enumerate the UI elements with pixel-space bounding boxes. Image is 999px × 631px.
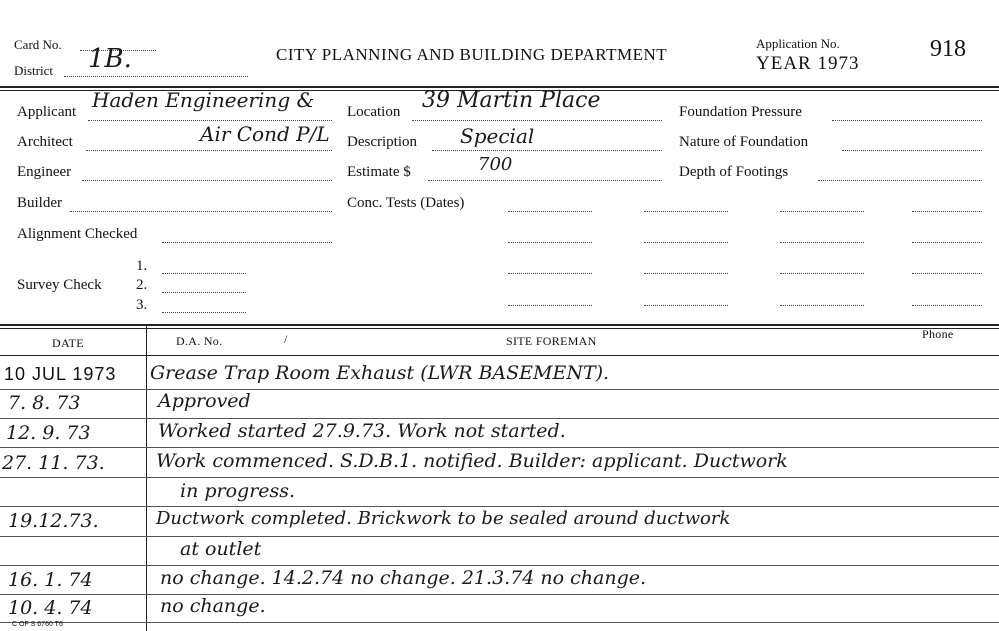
da-slash: / (284, 332, 288, 346)
conc-line-3b (644, 273, 728, 274)
row-line-5 (0, 506, 999, 507)
survey-3-line (162, 312, 246, 313)
date-column-header: DATE (52, 336, 84, 350)
conc-line-1d (912, 211, 982, 212)
architect-line (86, 150, 332, 151)
district-value: 1B. (88, 44, 132, 74)
foundation-pressure-label: Foundation Pressure (679, 104, 802, 120)
entry-date: 19.12.73. (8, 510, 99, 532)
district-line (64, 76, 248, 77)
entry-text: Ductwork completed. Brickwork to be sealed around ductwork (156, 508, 731, 529)
conc-line-2d (912, 242, 982, 243)
estimate-line (428, 180, 662, 181)
entry-date: 10 JUL 1973 (4, 364, 117, 384)
entry-date: 10. 4. 74 (8, 597, 93, 619)
applicant-value-2: Air Cond P/L (200, 122, 330, 146)
description-value: Special (460, 124, 535, 148)
row-line-9 (0, 622, 999, 623)
row-line-8 (0, 594, 999, 595)
da-column-header: D.A. No. (176, 334, 223, 348)
survey-3: 3. (136, 297, 148, 313)
site-foreman-header: SITE FOREMAN (506, 334, 597, 348)
depth-footings-line (818, 180, 982, 181)
entry-date: 27. 11. 73. (2, 452, 105, 474)
nature-foundation-label: Nature of Foundation (679, 134, 809, 150)
alignment-label: Alignment Checked (17, 226, 138, 242)
location-value: 39 Martin Place (422, 88, 601, 113)
conc-line-3d (912, 273, 982, 274)
conc-line-2c (780, 242, 864, 243)
entry-text: Grease Trap Room Exhaust (LWR BASEMENT). (150, 362, 610, 384)
entry-date: 16. 1. 74 (8, 569, 93, 591)
card-no-label: Card No. (14, 37, 62, 52)
form-code: C OF S 6760 T6 (12, 621, 63, 628)
conc-line-4b (644, 305, 728, 306)
survey-1-line (162, 273, 246, 274)
applicant-label: Applicant (17, 104, 77, 120)
builder-label: Builder (17, 195, 62, 211)
department-title: CITY PLANNING AND BUILDING DEPARTMENT (276, 45, 668, 64)
conc-line-4c (780, 305, 864, 306)
description-label: Description (347, 134, 417, 150)
conc-line-4d (912, 305, 982, 306)
conc-line-1b (644, 211, 728, 212)
entry-text: Approved (158, 390, 251, 412)
conc-line-2b (644, 242, 728, 243)
table-rule-2 (0, 328, 999, 329)
entry-text: Work commenced. S.D.B.1. notified. Builder: applicant. Ductwork (156, 450, 788, 472)
entry-text-continued: at outlet (180, 538, 262, 560)
row-line-6 (0, 536, 999, 537)
estimate-label: Estimate $ (347, 164, 411, 180)
row-line-1 (0, 389, 999, 390)
row-line-7 (0, 565, 999, 566)
conc-line-1a (508, 211, 592, 212)
entry-text-continued: in progress. (180, 480, 296, 502)
applicant-line (88, 120, 332, 121)
district-label: District (14, 63, 53, 78)
table-header-bottom (0, 355, 999, 356)
survey-2-line (162, 292, 246, 293)
survey-label: Survey Check (17, 277, 102, 293)
architect-label: Architect (17, 134, 73, 150)
conc-line-3c (780, 273, 864, 274)
conc-line-1c (780, 211, 864, 212)
phone-header: Phone (922, 327, 954, 341)
estimate-value: 700 (478, 154, 513, 175)
conc-line-3a (508, 273, 592, 274)
applicant-value-1: Haden Engineering & (92, 88, 315, 112)
description-line (432, 150, 662, 151)
location-line (412, 120, 662, 121)
table-rule-1 (0, 324, 999, 326)
survey-1: 1. (136, 258, 148, 274)
builder-line (70, 211, 332, 212)
application-no-label: Application No. (756, 36, 840, 51)
engineer-line (82, 180, 332, 181)
row-line-3 (0, 447, 999, 448)
entry-text: no change. (160, 595, 266, 617)
nature-foundation-line (842, 150, 982, 151)
entry-date: 7. 8. 73 (8, 392, 81, 414)
entry-text: Worked started 27.9.73. Work not started. (158, 420, 566, 442)
application-year: YEAR 1973 (756, 53, 860, 74)
location-label: Location (347, 104, 401, 120)
conc-line-2a (508, 242, 592, 243)
conc-line-4a (508, 305, 592, 306)
survey-2: 2. (136, 277, 148, 293)
foundation-pressure-line (832, 120, 982, 121)
depth-footings-label: Depth of Footings (679, 164, 789, 180)
row-line-2 (0, 418, 999, 419)
conc-tests-label: Conc. Tests (Dates) (347, 195, 465, 211)
application-number: 918 (930, 36, 966, 62)
alignment-line (162, 242, 332, 243)
entry-text: no change. 14.2.74 no change. 21.3.74 no change. (160, 567, 647, 589)
entry-date: 12. 9. 73 (6, 422, 91, 444)
engineer-label: Engineer (17, 164, 72, 180)
row-line-4 (0, 477, 999, 478)
